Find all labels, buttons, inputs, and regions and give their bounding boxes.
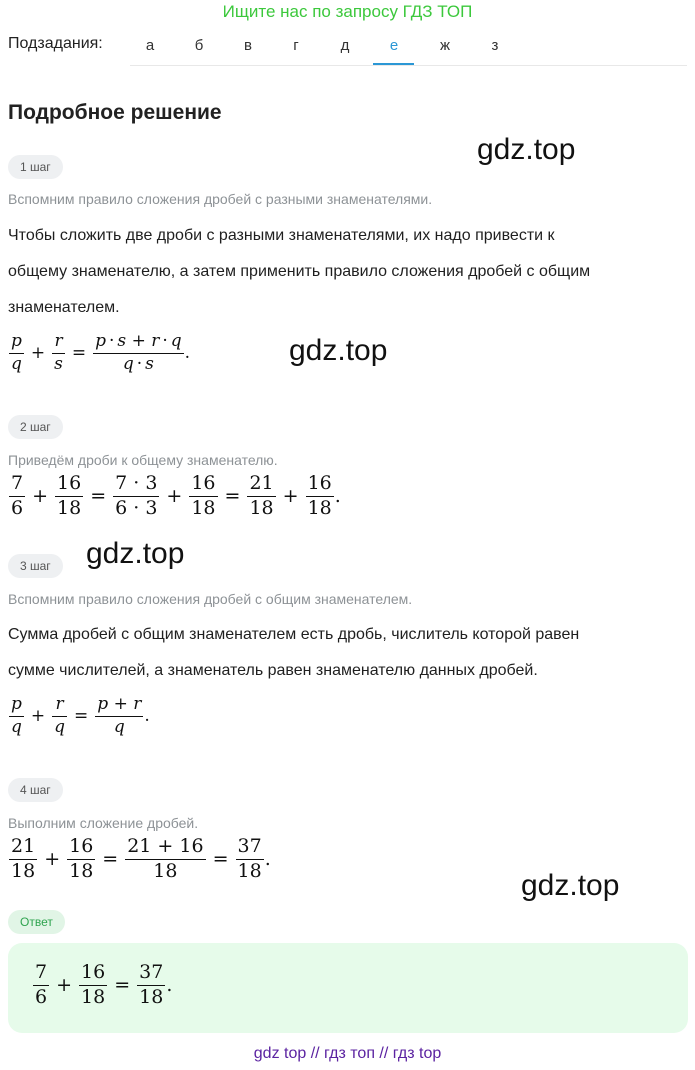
tab-zh[interactable]: ж: [439, 37, 451, 54]
watermark: gdz.top: [521, 869, 620, 902]
formula: $\frac{p}{q}$ + $\frac{r}{s}$ = $\frac{p \cdot s + r \cdot q}{q \cdot s}$ .: [11, 331, 191, 374]
tabs-divider: [130, 65, 687, 66]
footer-links[interactable]: gdz top // гдз топ // гдз top: [253, 1045, 442, 1062]
answer-formula: $\frac{7}{6}$ + $\frac{16}{18}$ = $\frac{37}{18}$ .: [35, 961, 173, 1008]
step-chip: 4 шаг: [8, 778, 63, 802]
step-hint: Вспомним правило сложения дробей с общим знаменателем.: [8, 591, 413, 607]
watermark: gdz.top: [289, 334, 388, 367]
promo-banner: Ищите нас по запросу ГДЗ ТОП: [222, 2, 473, 21]
tab-b[interactable]: б: [194, 37, 204, 54]
tab-e[interactable]: е: [389, 37, 399, 54]
formula: $\frac{7}{6}$ + $\frac{16}{18}$ = $\frac{7 \cdot 3}{6 \cdot 3}$ + $\frac{16}{18}$ = $\frac{21}{18}$ + $\frac{16}{18}$ .: [11, 472, 341, 519]
step-chip: 2 шаг: [8, 415, 63, 439]
watermark: gdz.top: [477, 133, 576, 166]
formula: $\frac{21}{18}$ + $\frac{16}{18}$ = $\frac{21 + 16}{18}$ = $\frac{37}{18}$ .: [11, 835, 271, 882]
step-text: сумме числителей, а знаменатель равен знаменателю данных дробей.: [8, 662, 538, 679]
tab-v[interactable]: в: [244, 37, 252, 54]
tab-a[interactable]: а: [145, 37, 155, 54]
tab-d[interactable]: д: [340, 37, 350, 54]
step-text: знаменателем.: [8, 299, 120, 316]
step-text: общему знаменателю, а затем применить правило сложения дробей с общим: [8, 263, 591, 280]
step-hint: Выполним сложение дробей.: [8, 815, 199, 831]
step-chip: 1 шаг: [8, 155, 63, 179]
step-text: Сумма дробей с общим знаменателем есть дробь, числитель которой равен: [8, 626, 580, 643]
active-tab-underline: [373, 63, 414, 65]
page-title: Подробное решение: [8, 101, 222, 124]
step-text: Чтобы сложить две дроби с разными знаменателями, их надо привести к: [8, 227, 555, 244]
formula: $\frac{p}{q}$ + $\frac{r}{q}$ = $\frac{p + r}{q}$ .: [11, 694, 150, 737]
answer-chip: Ответ: [8, 910, 65, 934]
watermark: gdz.top: [86, 537, 185, 570]
tab-g[interactable]: г: [293, 37, 299, 54]
tab-z[interactable]: з: [491, 37, 499, 54]
step-chip: 3 шаг: [8, 554, 63, 578]
step-hint: Приведём дроби к общему знаменателю.: [8, 452, 278, 468]
step-hint: Вспомним правило сложения дробей с разными знаменателями.: [8, 191, 433, 207]
subtasks-label: Подзадания:: [8, 35, 103, 52]
